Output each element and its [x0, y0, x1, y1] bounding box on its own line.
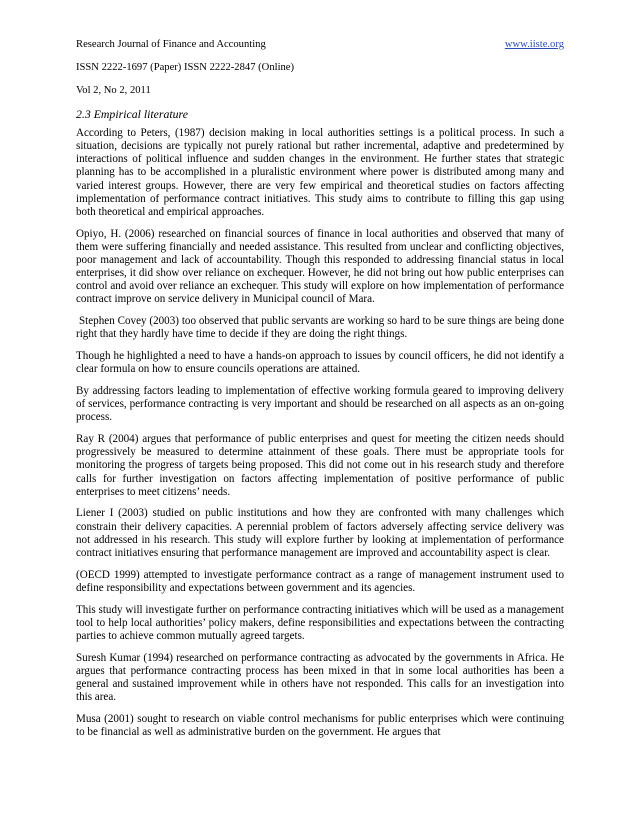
issn-line: ISSN 2222-1697 (Paper) ISSN 2222-2847 (Online) — [76, 62, 295, 73]
paragraph-ray: Ray R (2004) argues that performance of public enterprises and quest for meeting the citizen needs should progressively be measured to determine attainment of these goals. There must be appropriate tools for monitoring the progress of targets being proposed. This did not come out in his research study and therefore calls for further investigation on factors affecting implementation of positive performance of public enterprises to meet citizens’ needs. — [76, 433, 564, 498]
paragraph-musa: Musa (2001) sought to research on viable control mechanisms for public enterprises which were continuing to be financial as well as administrative burden on the government. He argues that — [76, 712, 564, 739]
section-heading: 2.3 Empirical literature — [76, 107, 188, 121]
paragraph-opiyo: Opiyo, H. (2006) researched on financial sources of finance in local authorities and observed that many of them were suffering financially and needed assistance. This resulted from unclear and conflicting objectives, poor management and lack of accountability. Though this responded to addressing financial status in local enterprises, it did show over reliance on exchequer. However, he did not bring out how public enterprises can control and avoid over reliance an exchequer. This study will explore on how implementation of performance contract improve on service delivery in Municipal council of Mara. — [76, 227, 564, 306]
paragraph-peters: According to Peters, (1987) decision making in local authorities settings is a political process. In such a situation, decisions are typically not purely rational but rather incremental, adaptive and predetermined by interactions of political influence and sudden changes in the environment. He further states that strategic planning has to be accomplished in a pluralistic environment where power is distributed among many and varied interest groups. However, there are very few empirical and theoretical studies on factors affecting implementation of performance contract initiatives. This study aims to contribute to filling this gap using both theoretical and empirical approaches. — [76, 127, 564, 218]
paragraph-liener: Liener I (2003) studied on public institutions and how they are confronted with many challenges which constrain their delivery capacities. A perennial problem of factors adversely affecting service delivery was not addressed in his research. This study will explore further by looking at implementation of performance contract initiatives ensuring that performance management are improved and accountability aspect is clear. — [76, 507, 564, 559]
running-header — [76, 38, 564, 51]
paragraph-this-study: This study will investigate further on performance contracting initiatives which will be used as a management tool to help local authorities’ policy makers, define responsibilities and expectations between the contracting parties to achieve common mutually agreed targets. — [76, 603, 564, 642]
website-link[interactable]: www.iiste.org — [504, 39, 564, 50]
paragraph-oecd: (OECD 1999) attempted to investigate performance contract as a range of management instrument used to define responsibility and expectations between government and its agencies. — [76, 568, 564, 594]
journal-name: Research Journal of Finance and Accounting — [76, 39, 266, 50]
paragraph-covey: Stephen Covey (2003) too observed that public servants are working so hard to be sure things are being done right that they hardly have time to decide if they are doing the right things. — [76, 315, 564, 341]
paragraph-suresh-kumar: Suresh Kumar (1994) researched on performance contracting as advocated by the governments in Africa. He argues that performance contracting process has been mixed in that in some local authorities has been a general and sustained improvement while in others have not responded. This calls for an investigation into this area. — [76, 651, 564, 704]
paragraph-addressing-factors: By addressing factors leading to implementation of effective working formula geared to improving delivery of services, performance contracting is very important and should be researched on all aspects as an on-going process. — [76, 385, 564, 424]
paragraph-hands-on: Though he highlighted a need to have a hands-on approach to issues by council officers, he did not identify a clear formula on how to ensure councils operations are attained. — [76, 350, 564, 376]
volume-line: Vol 2, No 2, 2011 — [76, 85, 151, 96]
